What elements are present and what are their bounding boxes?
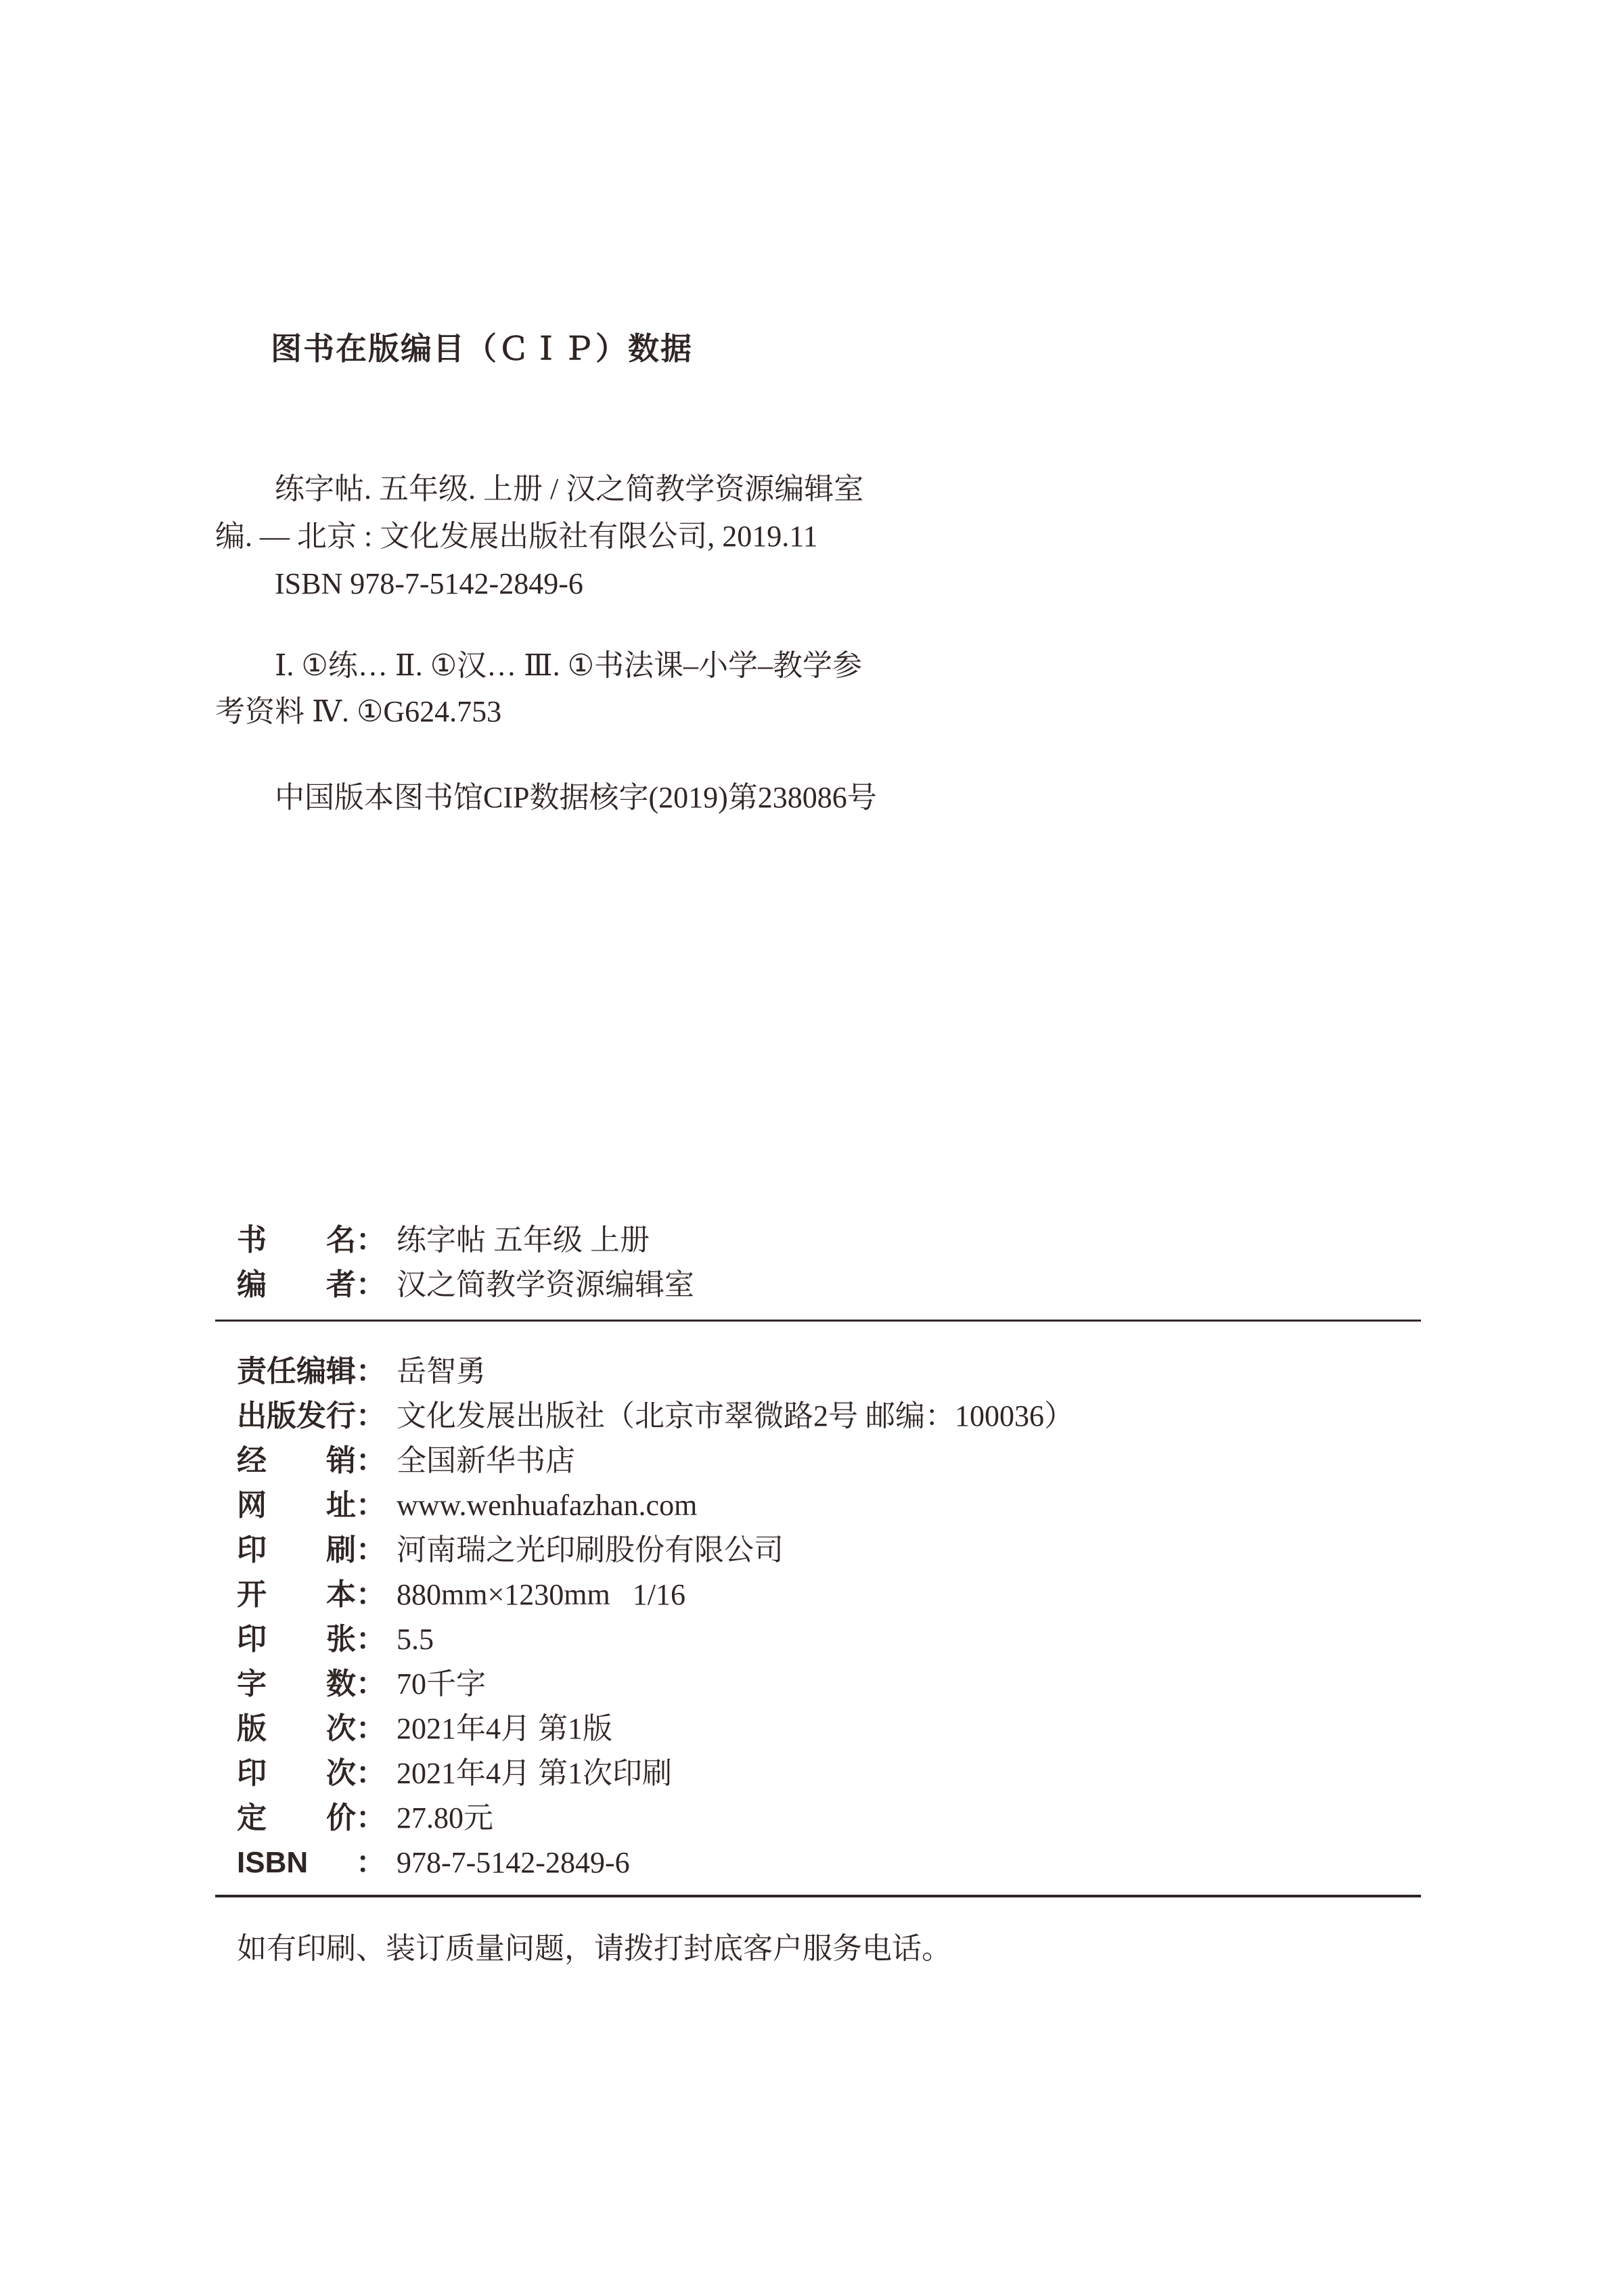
colophon-row bbox=[237, 1662, 1074, 1707]
cip-record bbox=[215, 466, 863, 608]
colophon-row bbox=[237, 1263, 694, 1307]
colophon-label: 出版发行 bbox=[237, 1399, 356, 1433]
cip-title: 图书在版编目（ＣＩＰ）数据 bbox=[271, 331, 693, 366]
colophon-colon: ： bbox=[356, 1268, 386, 1301]
colophon-value: 文化发展出版社（北京市翠微路2号 邮编：100036） bbox=[397, 1399, 1074, 1433]
colophon-value: 汉之简教学资源编辑室 bbox=[397, 1268, 694, 1301]
colophon-label: 责任编辑 bbox=[237, 1355, 356, 1388]
colophon-colon: ： bbox=[356, 1846, 386, 1879]
colophon-value: 河南瑞之光印刷股份有限公司 bbox=[397, 1533, 784, 1567]
colophon-value: 5.5 bbox=[397, 1623, 434, 1656]
colophon-main bbox=[237, 1349, 1074, 1885]
colophon-colon: ： bbox=[356, 1667, 386, 1701]
colophon-label: 印次 bbox=[237, 1757, 356, 1790]
cip-record-line-2: 编. — 北京 : 文化发展出版社有限公司, 2019.11 bbox=[215, 520, 818, 553]
colophon-value: 2021年4月 第1次印刷 bbox=[397, 1757, 672, 1790]
colophon-row bbox=[237, 1483, 1074, 1528]
cip-registry-number: 中国版本图书馆CIP数据核字(2019)第238086号 bbox=[275, 781, 877, 814]
colophon-colon: ： bbox=[356, 1223, 386, 1257]
divider-line bbox=[215, 1320, 1421, 1322]
colophon-value: 978-7-5142-2849-6 bbox=[397, 1846, 630, 1879]
colophon-row bbox=[237, 1617, 1074, 1662]
colophon-row bbox=[237, 1796, 1074, 1841]
colophon-value: 练字帖 五年级 上册 bbox=[397, 1223, 650, 1257]
colophon-row bbox=[237, 1528, 1074, 1573]
colophon-label: ISBN bbox=[237, 1846, 309, 1879]
colophon-colon: ： bbox=[356, 1801, 386, 1834]
colophon-colon: ： bbox=[356, 1444, 386, 1477]
cip-record-line-1: 练字帖. 五年级. 上册 / 汉之简教学资源编辑室 bbox=[275, 472, 864, 505]
colophon-value: 880mm×1230mm 1/16 bbox=[397, 1578, 685, 1611]
colophon-top bbox=[237, 1218, 694, 1307]
colophon-row bbox=[237, 1439, 1074, 1483]
colophon-colon: ： bbox=[356, 1489, 386, 1522]
colophon-colon: ： bbox=[356, 1355, 386, 1388]
colophon-colon: ： bbox=[356, 1757, 386, 1790]
colophon-row bbox=[237, 1751, 1074, 1796]
colophon-row bbox=[237, 1394, 1074, 1439]
colophon-label: 经销 bbox=[237, 1444, 356, 1477]
colophon-colon: ： bbox=[356, 1399, 386, 1433]
cip-classification-line-2: 考资料 Ⅳ. ①G624.753 bbox=[215, 695, 502, 728]
divider-line bbox=[215, 1895, 1421, 1897]
colophon-colon: ： bbox=[356, 1712, 386, 1745]
cip-record-isbn: ISBN 978-7-5142-2849-6 bbox=[275, 567, 583, 600]
colophon-value: 岳智勇 bbox=[397, 1355, 486, 1388]
cip-classification bbox=[215, 643, 862, 735]
colophon-label: 编者 bbox=[237, 1268, 356, 1301]
colophon-value: 2021年4月 第1版 bbox=[397, 1712, 612, 1745]
colophon-value: 全国新华书店 bbox=[397, 1444, 575, 1477]
colophon-colon: ： bbox=[356, 1578, 386, 1611]
colophon-colon: ： bbox=[356, 1533, 386, 1567]
colophon-label: 版次 bbox=[237, 1712, 356, 1745]
colophon-label: 印张 bbox=[237, 1623, 356, 1656]
colophon-label: 开本 bbox=[237, 1578, 356, 1611]
colophon-row bbox=[237, 1218, 694, 1263]
colophon-row bbox=[237, 1707, 1074, 1751]
colophon-label: 字数 bbox=[237, 1667, 356, 1701]
quality-note: 如有印刷、装订质量问题，请拨打封底客户服务电话。 bbox=[237, 1932, 951, 1965]
colophon-label: 定价 bbox=[237, 1801, 356, 1834]
colophon-value: www.wenhuafazhan.com bbox=[397, 1489, 698, 1522]
colophon-row bbox=[237, 1349, 1074, 1394]
colophon-value: 70千字 bbox=[397, 1667, 486, 1701]
colophon-colon: ： bbox=[356, 1623, 386, 1656]
colophon-value: 27.80元 bbox=[397, 1801, 493, 1834]
colophon-label: 印刷 bbox=[237, 1533, 356, 1567]
colophon-label: 书名 bbox=[237, 1223, 356, 1257]
cip-classification-line-1: Ⅰ. ①练… Ⅱ. ①汉… Ⅲ. ①书法课–小学–教学参 bbox=[275, 649, 863, 682]
colophon-row bbox=[237, 1841, 1074, 1885]
colophon-row bbox=[237, 1573, 1074, 1617]
colophon-label: 网址 bbox=[237, 1489, 356, 1522]
